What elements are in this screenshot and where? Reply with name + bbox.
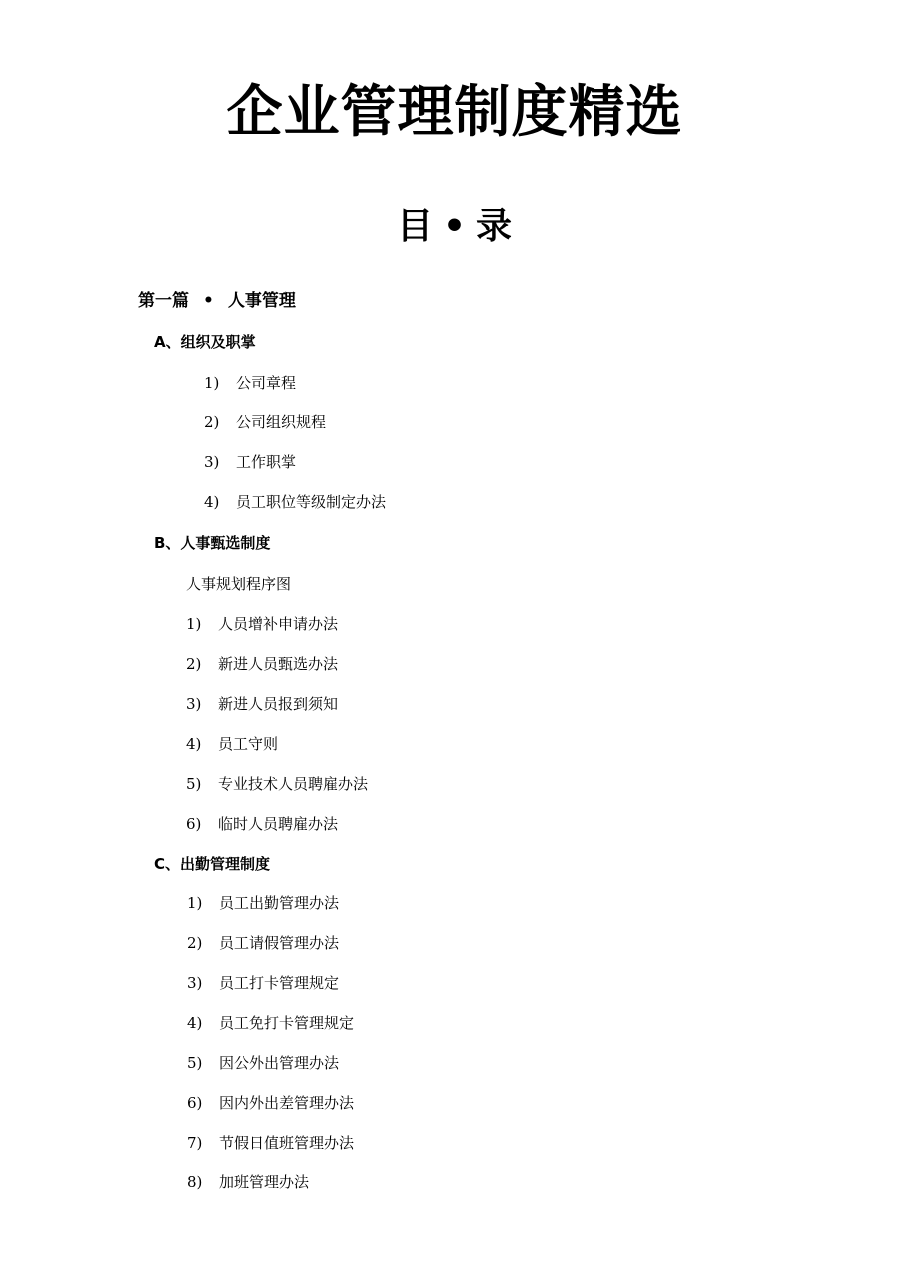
item-number: 4) <box>187 1014 203 1032</box>
item-number: 5) <box>187 1054 203 1072</box>
item-text: 员工免打卡管理规定 <box>219 1014 355 1032</box>
toc-heading-dot: • <box>442 206 466 247</box>
item-number: 4) <box>204 493 220 511</box>
item-text: 节假日值班管理办法 <box>219 1134 355 1152</box>
section-b-intro: 人事规划程序图 <box>186 575 292 593</box>
item-text: 公司章程 <box>236 374 297 392</box>
toc-item <box>186 772 368 796</box>
toc-item <box>187 1051 339 1075</box>
item-number: 4) <box>186 735 202 753</box>
item-number: 3) <box>204 453 220 471</box>
item-text: 员工职位等级制定办法 <box>236 493 387 511</box>
item-number: 2) <box>204 413 220 431</box>
part-label: 第一篇 <box>138 291 189 311</box>
item-text: 人员增补申请办法 <box>218 615 339 633</box>
toc-item <box>186 692 338 716</box>
toc-item <box>187 1131 354 1155</box>
item-text: 新进人员报到须知 <box>218 695 339 713</box>
toc-item <box>204 490 386 514</box>
section-heading-a: A、组织及职掌 <box>154 333 256 351</box>
item-number: 6) <box>187 1094 203 1112</box>
item-text: 新进人员甄选办法 <box>218 655 339 673</box>
document-title: 企业管理制度精选 <box>226 80 683 145</box>
toc-item <box>187 1011 354 1035</box>
item-text: 因内外出差管理办法 <box>219 1094 355 1112</box>
item-text: 员工打卡管理规定 <box>219 974 340 992</box>
toc-item <box>204 410 326 434</box>
item-number: 1) <box>204 374 220 392</box>
toc-item <box>186 812 338 836</box>
part-name: 人事管理 <box>227 291 296 311</box>
item-text: 员工守则 <box>218 735 279 753</box>
toc-item <box>186 652 338 676</box>
item-text: 员工请假管理办法 <box>219 934 340 952</box>
toc-item <box>186 612 338 636</box>
item-text: 专业技术人员聘雇办法 <box>218 775 369 793</box>
item-text: 工作职掌 <box>236 453 297 471</box>
item-text: 公司组织规程 <box>236 413 327 431</box>
item-text: 临时人员聘雇办法 <box>218 815 339 833</box>
item-number: 1) <box>187 894 203 912</box>
part-separator: • <box>203 291 214 311</box>
item-number: 3) <box>187 974 203 992</box>
item-number: 5) <box>186 775 202 793</box>
part-heading <box>138 288 296 314</box>
toc-item <box>186 732 278 756</box>
item-number: 1) <box>186 615 202 633</box>
item-text: 因公外出管理办法 <box>219 1054 340 1072</box>
toc-item <box>187 1091 354 1115</box>
toc-item <box>204 371 296 395</box>
section-heading-b: B、人事甄选制度 <box>154 534 271 552</box>
toc-item <box>187 891 339 915</box>
toc-item <box>187 971 339 995</box>
toc-item <box>187 931 339 955</box>
item-number: 6) <box>186 815 202 833</box>
toc-heading-right: 录 <box>476 206 513 247</box>
item-number: 2) <box>187 934 203 952</box>
toc-heading <box>0 204 909 250</box>
section-heading-c: C、出勤管理制度 <box>154 855 271 873</box>
item-number: 7) <box>187 1134 203 1152</box>
item-number: 8) <box>187 1173 203 1191</box>
toc-heading-left: 目 <box>396 206 433 247</box>
item-text: 员工出勤管理办法 <box>219 894 340 912</box>
item-number: 2) <box>186 655 202 673</box>
toc-item <box>187 1170 309 1194</box>
item-number: 3) <box>186 695 202 713</box>
toc-item <box>204 450 296 474</box>
item-text: 加班管理办法 <box>219 1173 310 1191</box>
